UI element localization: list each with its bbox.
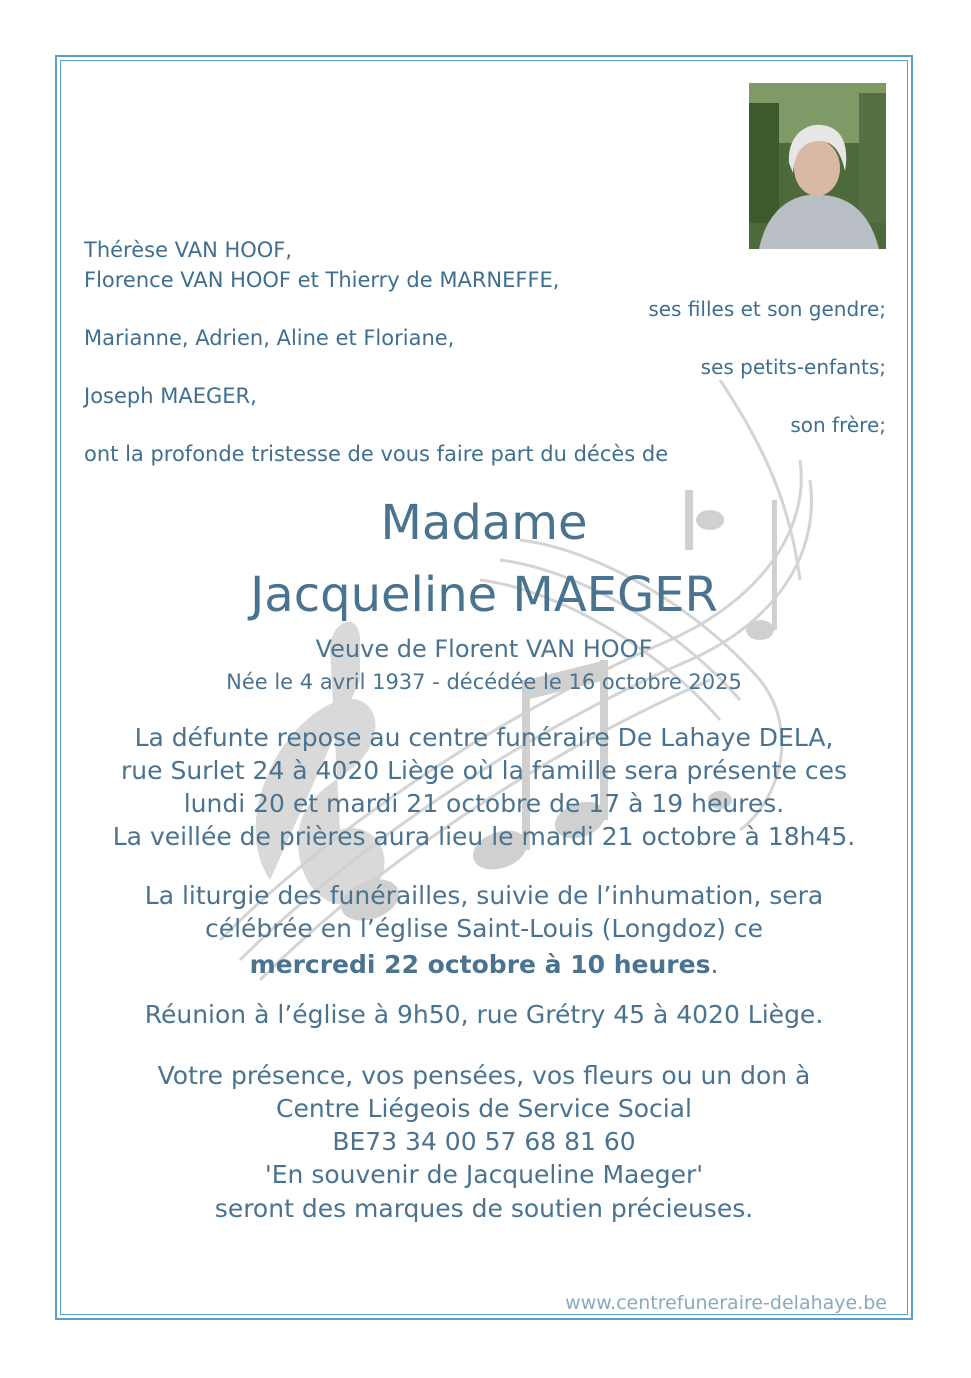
donation-line-2: Centre Liégeois de Service Social <box>276 1094 692 1123</box>
deceased-title: Madame <box>380 495 588 551</box>
relation-grandchildren: ses petits-enfants; <box>700 355 886 379</box>
donation-line-3: BE73 34 00 57 68 81 60 <box>332 1127 636 1156</box>
family-line-2: Florence VAN HOOF et Thierry de MARNEFFE, <box>84 268 560 292</box>
liturgy-date <box>60 950 908 979</box>
birth-death-dates: Née le 4 avril 1937 - décédée le 16 octobre 2025 <box>226 670 742 694</box>
liturgy-line-1: La liturgie des funérailles, suivie de l’inhumation, sera <box>144 881 824 910</box>
repose-line-3: lundi 20 et mardi 21 octobre de 17 à 19 heures. <box>183 789 785 818</box>
portrait-photo <box>749 83 886 249</box>
widow-of: Veuve de Florent VAN HOOF <box>315 635 653 663</box>
liturgy-line-2: célébrée en l’église Saint-Louis (Longdoz) ce <box>204 914 764 943</box>
meeting-info: Réunion à l’église à 9h50, rue Grétry 45 à 4020 Liège. <box>144 1000 824 1029</box>
repose-line-1: La défunte repose au centre funéraire De Lahaye DELA, <box>134 723 834 752</box>
family-line-4: Joseph MAEGER, <box>84 384 257 408</box>
deceased-name: Jacqueline MAEGER <box>250 567 718 623</box>
donation-line-5: seront des marques de soutien précieuses. <box>214 1194 754 1223</box>
website-link[interactable]: www.centrefuneraire-delahaye.be <box>565 1292 887 1314</box>
repose-line-2: rue Surlet 24 à 4020 Liège où la famille sera présente ces <box>121 756 847 785</box>
donation-line-4: 'En souvenir de Jacqueline Maeger' <box>264 1160 704 1189</box>
liturgy-date-bold: mercredi 22 octobre à 10 heures <box>249 950 711 979</box>
family-line-1: Thérèse VAN HOOF, <box>84 238 293 262</box>
liturgy-date-end: . <box>710 950 719 979</box>
relation-brother: son frère; <box>790 413 886 437</box>
family-line-3: Marianne, Adrien, Aline et Floriane, <box>84 326 455 350</box>
repose-line-4: La veillée de prières aura lieu le mardi 21 octobre à 18h45. <box>112 822 856 851</box>
relation-daughters: ses filles et son gendre; <box>648 297 886 321</box>
announcement-text: ont la profonde tristesse de vous faire part du décès de <box>84 442 669 466</box>
donation-line-1: Votre présence, vos pensées, vos fleurs ou un don à <box>157 1061 811 1090</box>
